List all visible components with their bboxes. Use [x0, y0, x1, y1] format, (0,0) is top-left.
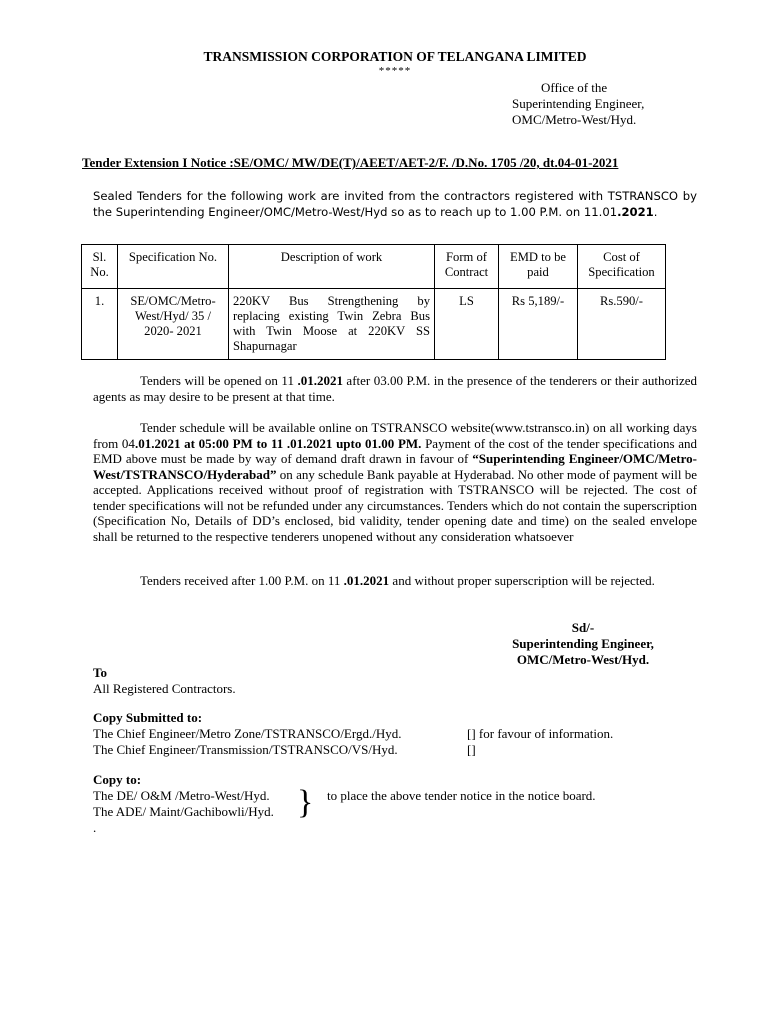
header-cost: Cost of Specification — [578, 245, 666, 289]
copy-submitted-note: [] — [467, 742, 476, 757]
header-emd: EMD to be paid — [499, 245, 578, 289]
office-line: Office of the — [541, 80, 608, 95]
copy-submitted-line: The Chief Engineer/Metro Zone/TSTRANSCO/Ergd./Hyd. — [93, 726, 402, 741]
header-spec-no: Specification No. — [118, 245, 229, 289]
tender-table — [81, 244, 666, 360]
copy-submitted-line: The Chief Engineer/Transmission/TSTRANSCO/VS/Hyd. — [93, 742, 398, 757]
table-row — [82, 289, 666, 360]
to-recipient: All Registered Contractors. — [93, 681, 236, 696]
opening-paragraph — [93, 373, 697, 404]
separator-stars: ***** — [378, 65, 412, 77]
copy-submitted-note: [] for favour of information. — [467, 726, 614, 741]
copy-to-note: to place the above tender notice in the notice board. — [327, 788, 596, 803]
cell-form-contract: LS — [435, 289, 499, 360]
schedule-text-3: on any schedule Bank payable at Hyderabad. No other mode of payment will be accepted. Applications received without proof of registration with TSTRANSCO will be rejected. The cost of tender specifications will not be refunded under any circumstances. Tenders which do not contain the superscription (Specification No, Details of DD’s enclosed, bid validity, tender opening date and time) on the sealed envelope shall be returned to the respective tenderers unopened without any consideration whatsoever — [93, 466, 697, 544]
intro-end: . — [653, 205, 658, 219]
schedule-paragraph — [93, 420, 697, 544]
cell-sl-no: 1. — [82, 289, 118, 360]
table-header-row — [82, 245, 666, 289]
schedule-text-2: Payment of the cost of the tender specifications and EMD above must be made by way of demand draft drawn in favour of — [93, 435, 697, 466]
copy-to-label: Copy to: — [93, 772, 142, 787]
signature-title: Superintending Engineer, — [512, 636, 654, 651]
schedule-payee: “Superintending Engineer/OMC/Metro-West/TSTRANSCO/Hyderabad” — [93, 451, 697, 482]
intro-bold-year: .2021 — [617, 205, 654, 219]
header-form-contract: Form of Contract — [435, 245, 499, 289]
cell-cost: Rs.590/- — [578, 289, 666, 360]
late-tenders-paragraph — [93, 573, 697, 589]
copy-to-block — [93, 772, 274, 836]
opening-date: .01.2021 — [297, 373, 343, 388]
header-description: Description of work — [229, 245, 435, 289]
copy-to-dot: . — [93, 820, 97, 835]
cell-description: 220KV Bus Strengthening by replacing existing Twin Zebra Bus with Twin Moose at 220KV SS Shapurnagar — [229, 289, 435, 360]
opening-text-rest: after 03.00 P.M. in the presence of the tenderers or their authorized agents as may desire to be present at that time. — [93, 373, 697, 404]
organization-title: TRANSMISSION CORPORATION OF TELANGANA LIMITED — [203, 49, 587, 64]
schedule-dates: .01.2021 at 05:00 PM to 11 .01.2021 upto 01.00 PM. — [134, 435, 422, 451]
schedule-text: Tender schedule will be available online on TSTRANSCO website(www.tstransco.in) on all working days from 04 — [93, 420, 697, 451]
brace-icon: } — [297, 784, 314, 821]
notice-title: Tender Extension I Notice :SE/OMC/ MW/DE(T)/AEET/AET-2/F. /D.No. 1705 /20, dt.04-01-2021 — [82, 155, 619, 170]
copy-submitted-notes — [467, 726, 613, 758]
to-block — [93, 665, 236, 697]
signature-block — [498, 620, 668, 668]
copy-submitted-block — [93, 710, 401, 758]
copy-to-line: The DE/ O&M /Metro-West/Hyd. — [93, 788, 270, 803]
late-text-rest: and without proper superscription will be rejected. — [389, 573, 655, 588]
intro-paragraph — [93, 188, 697, 220]
copy-to-line: The ADE/ Maint/Gachibowli/Hyd. — [93, 804, 274, 819]
to-label: To — [93, 665, 107, 680]
signature-sd: Sd/- — [571, 620, 595, 635]
opening-text: Tenders will be opened on 11 — [140, 373, 298, 388]
intro-text: Sealed Tenders for the following work are invited from the contractors registered with TSTRANSCO by the Superintending Engineer/OMC/Metro-West/Hyd so as to reach up to 1.00 P.M. on 11.01 — [93, 189, 697, 219]
cell-spec-no: SE/OMC/Metro-West/Hyd/ 35 / 2020- 2021 — [118, 289, 229, 360]
office-address — [512, 80, 712, 128]
late-text: Tenders received after 1.00 P.M. on 11 — [140, 573, 344, 588]
late-date: .01.2021 — [343, 573, 390, 588]
office-line: Superintending Engineer, — [512, 96, 645, 111]
copy-submitted-label: Copy Submitted to: — [93, 710, 203, 725]
signature-office: OMC/Metro-West/Hyd. — [516, 652, 650, 667]
header-sl-no: Sl. No. — [82, 245, 118, 289]
cell-emd: Rs 5,189/- — [499, 289, 578, 360]
office-line: OMC/Metro-West/Hyd. — [512, 112, 637, 127]
